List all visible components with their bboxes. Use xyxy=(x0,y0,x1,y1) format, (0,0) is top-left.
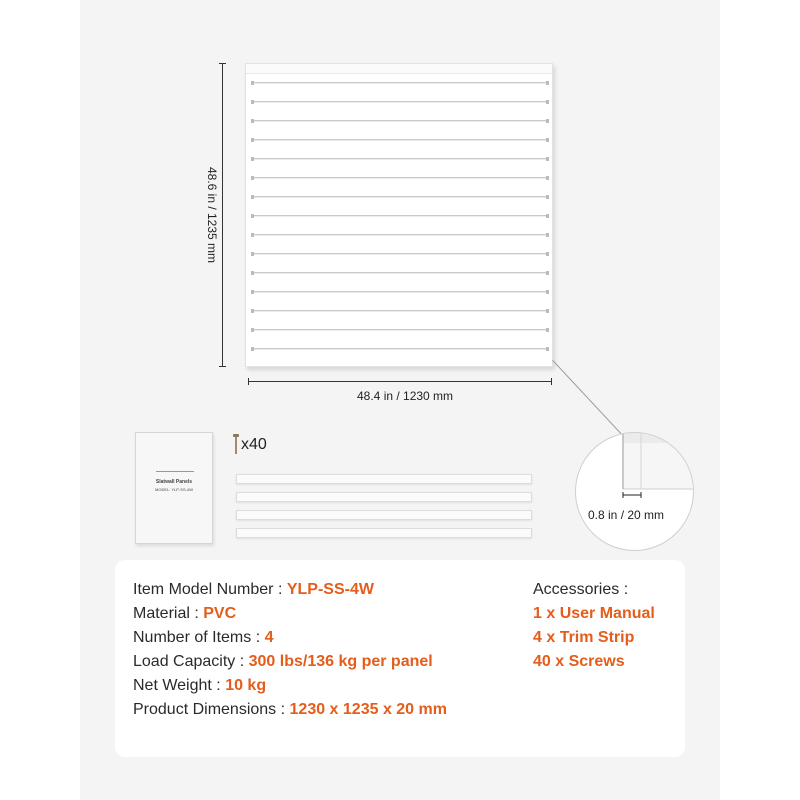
panel-slot xyxy=(254,234,546,236)
manual-subtitle: MODEL: YLP-SS-4W xyxy=(155,487,193,492)
spec-label: Load Capacity : xyxy=(133,653,249,670)
panel-slot xyxy=(254,291,546,293)
height-dimension-label: 48.6 in / 1235 mm xyxy=(205,166,219,264)
accessories-title: Accessories : xyxy=(533,581,629,598)
spec-value: 300 lbs/136 kg per panel xyxy=(248,653,433,670)
panel-slot xyxy=(254,101,546,103)
accessory-item: 40 x Screws xyxy=(533,653,625,670)
screw-head xyxy=(233,434,239,437)
spec-value: 10 kg xyxy=(225,677,267,694)
panel-slot xyxy=(254,215,546,217)
accessory-item: 1 x User Manual xyxy=(533,605,655,622)
trim-strip xyxy=(236,492,532,502)
specifications-card xyxy=(115,560,685,757)
spec-product-dimensions xyxy=(133,698,447,722)
width-dimension-cap-right xyxy=(551,378,552,385)
spec-label: Net Weight : xyxy=(133,677,226,694)
thickness-dimension-label: 0.8 in / 20 mm xyxy=(588,508,665,522)
spec-value: 4 xyxy=(264,629,274,646)
panel-slot xyxy=(254,177,546,179)
spec-label: Material : xyxy=(133,605,204,622)
panel-slot xyxy=(254,82,546,84)
trim-strip xyxy=(236,528,532,538)
spec-label: Item Model Number : xyxy=(133,581,287,598)
spec-value: YLP-SS-4W xyxy=(286,581,374,598)
width-dimension-line xyxy=(248,381,552,382)
spec-material xyxy=(133,602,447,626)
panel-slot xyxy=(254,196,546,198)
height-dimension-line xyxy=(222,63,223,367)
panel-top-edge xyxy=(246,64,552,74)
user-manual-booklet xyxy=(135,432,213,544)
spec-value: 1230 x 1235 x 20 mm xyxy=(289,701,447,718)
height-dimension-cap-top xyxy=(219,63,226,64)
spec-model-number xyxy=(133,578,447,602)
width-dimension-label: 48.4 in / 1230 mm xyxy=(357,389,454,403)
panel-slot xyxy=(254,253,546,255)
trim-strip xyxy=(236,474,532,484)
accessories-list xyxy=(533,578,655,674)
panel-slot xyxy=(254,310,546,312)
screw-quantity: x40 xyxy=(241,436,267,453)
panel-slot xyxy=(254,120,546,122)
panel-slot xyxy=(254,348,546,350)
manual-rule xyxy=(156,471,194,472)
spec-load-capacity xyxy=(133,650,447,674)
accessory-item: 4 x Trim Strip xyxy=(533,629,635,646)
panel-slot xyxy=(254,139,546,141)
panel-edge-detail xyxy=(576,433,694,551)
width-dimension-cap-left xyxy=(248,378,249,385)
height-dimension-cap-bottom xyxy=(219,366,226,367)
spec-number-of-items xyxy=(133,626,447,650)
manual-title: Slatwall Panels xyxy=(155,479,193,485)
spec-list xyxy=(133,578,447,722)
spec-label: Number of Items : xyxy=(133,629,265,646)
panel-slot xyxy=(254,158,546,160)
panel-slot xyxy=(254,329,546,331)
panel-slot xyxy=(254,272,546,274)
spec-label: Product Dimensions : xyxy=(133,701,290,718)
slatwall-panel xyxy=(245,63,553,367)
screw-icon xyxy=(235,436,237,454)
spec-value: PVC xyxy=(203,605,237,622)
spec-net-weight xyxy=(133,674,447,698)
thickness-detail-zoom xyxy=(575,432,694,551)
trim-strip xyxy=(236,510,532,520)
